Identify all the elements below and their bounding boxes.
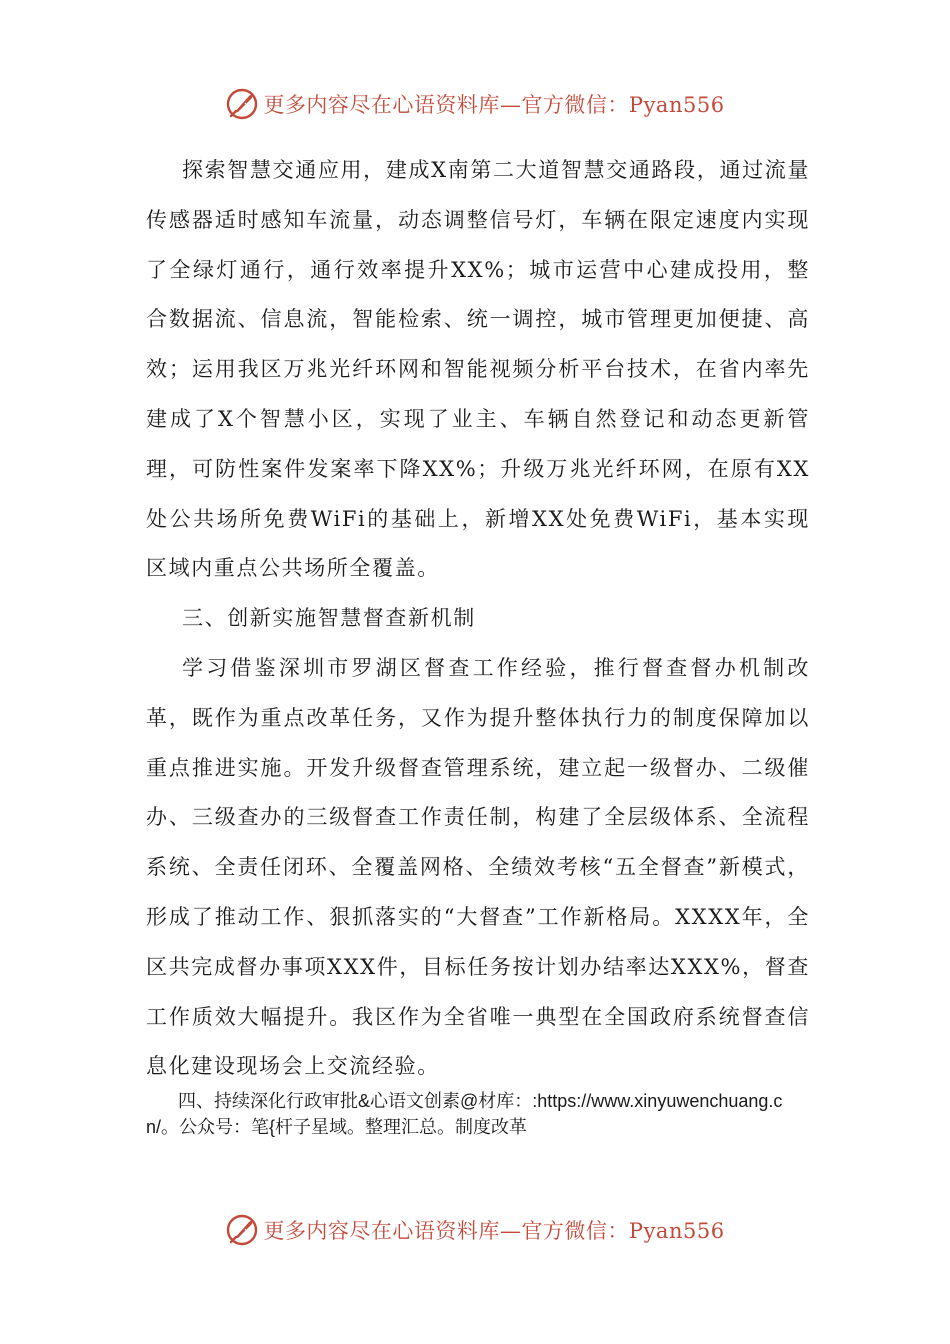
banner-wechat: 官方微信：Pyan556	[521, 93, 725, 117]
document-body	[146, 146, 810, 1092]
paragraph-supervision: 学习借鉴深圳市罗湖区督查工作经验，推行督查督办机制改革，既作为重点改革任务，又作为提升整体执行力的制度保障加以重点推进实施。开发升级督查管理系统，建立起一级督办、二级催办、三级查办的三级督查工作责任制，构建了全层级体系、全流程系统、全责任闭环、全覆盖网格、全绩效考核“五全督查”新模式，形成了推动工作、狠抓落实的“大督查”工作新格局。XXXX年，全区共完成督办事项XXX件，目标任务按计划办结率达XXX%，督查工作质效大幅提升。我区作为全省唯一典型在全国政府系统督查信息化建设现场会上交流经验。	[146, 655, 810, 1079]
paragraph-smart-traffic: 探索智慧交通应用，建成X南第二大道智慧交通路段，通过流量传感器适时感知车流量，动态调整信号灯，车辆在限定速度内实现了全绿灯通行，通行效率提升XX%；城市运营中心建成投用，整合数据流、信息流，智能检索、统一调控，城市管理更加便捷、高效；运用我区万兆光纤环网和智能视频分析平台技术，在省内率先建成了X个智慧小区，实现了业主、车辆自然登记和动态更新管理，可防性案件发案率下降XX%；升级万兆光纤环网，在原有XX处公共场所免费WiFi的基础上，新增XX处免费WiFi，基本实现区域内重点公共场所全覆盖。	[146, 158, 810, 581]
banner-title: 更多内容尽在心语资料库	[263, 1219, 500, 1243]
banner-separator: —	[499, 1219, 522, 1243]
section-heading-4-watermark: 四、持续深化行政审批&心语文创素@材库：:https://www.xinyuwenchuang.cn/。公众号：笔{杆子星域。整理汇总。制度改革	[146, 1091, 783, 1137]
banner-separator: —	[499, 93, 522, 117]
header-banner	[0, 82, 950, 126]
quill-pen-icon	[225, 87, 259, 121]
banner-wechat: 官方微信：Pyan556	[521, 1219, 725, 1243]
quill-pen-icon	[225, 1213, 259, 1247]
banner-title: 更多内容尽在心语资料库	[263, 93, 500, 117]
banner-text	[263, 1215, 724, 1245]
footer-banner	[0, 1208, 950, 1252]
banner-text	[263, 89, 724, 119]
section-heading-3: 三、创新实施智慧督查新机制	[182, 606, 476, 631]
